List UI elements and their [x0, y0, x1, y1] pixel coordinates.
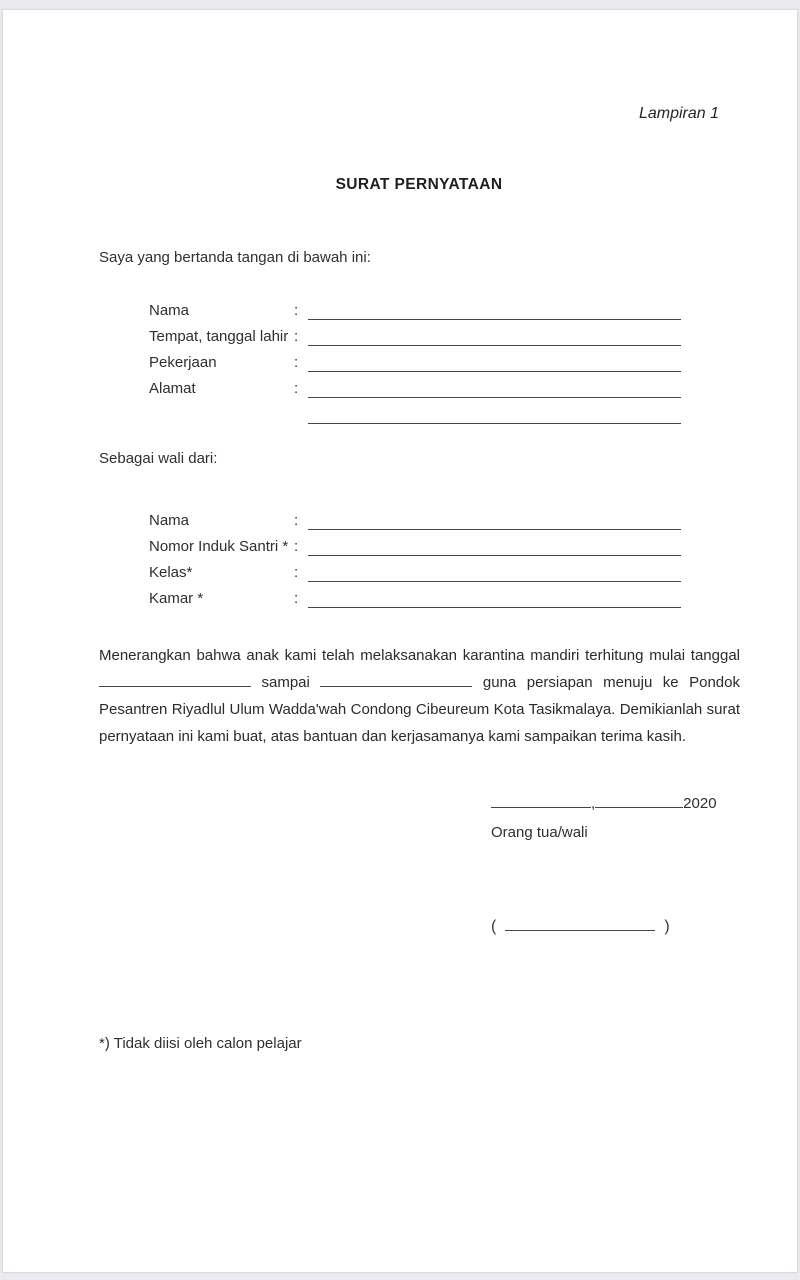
field-label: Nomor Induk Santri *	[149, 538, 289, 555]
field-label: Nama	[149, 302, 190, 319]
fill-in-line	[308, 534, 681, 560]
field-colon: :	[294, 380, 299, 397]
field-colon: :	[294, 354, 299, 371]
statement-part3: guna persiapan menuju ke Pondok Pesantren Riyadlul Ulum Wadda'wah Condong Cibeureum Kota Tasikmalaya. Demikianlah surat pernyataan ini kami buat, atas bantuan dan kerjasamanya kami sampaikan terima kasih.	[99, 674, 740, 745]
date-blank-start	[99, 674, 251, 687]
field-colon: :	[294, 590, 299, 607]
statement-part1: Menerangkan bahwa anak kami telah melaksanakan karantina mandiri terhitung mulai tanggal	[99, 647, 740, 664]
signature-name-line	[491, 912, 670, 940]
date-blank-end	[320, 674, 472, 687]
field-label: Tempat, tanggal lahir	[149, 328, 289, 345]
statement-paragraph	[99, 642, 740, 750]
footnote-text: *) Tidak diisi oleh calon pelajar	[99, 1035, 302, 1052]
field-label: Kelas*	[149, 564, 193, 581]
ward-fields-block	[99, 508, 681, 612]
fill-in-line	[308, 402, 681, 428]
field-row-ward-class	[99, 560, 681, 586]
field-row-ward-name	[99, 508, 681, 534]
signature-date-line	[491, 791, 717, 816]
guardian-section-heading: Sebagai wali dari:	[99, 450, 218, 467]
date-comma: ,	[591, 795, 596, 812]
field-row-ward-room	[99, 586, 681, 612]
document-page	[2, 9, 798, 1273]
field-label: Kamar *	[149, 590, 204, 607]
field-colon: :	[294, 564, 299, 581]
field-label: Pekerjaan	[149, 354, 217, 371]
statement-part2: sampai	[261, 674, 310, 691]
field-colon: :	[294, 538, 299, 555]
fill-in-line	[308, 298, 681, 324]
attachment-label: Lampiran 1	[638, 105, 719, 122]
field-label: Alamat	[149, 380, 196, 397]
fill-in-line	[308, 560, 681, 586]
declarant-fields-block	[99, 298, 681, 428]
field-row-declarant-address	[99, 376, 681, 402]
field-row-address-continuation	[99, 402, 681, 428]
date-year: 2020	[683, 795, 717, 812]
fill-in-line	[308, 324, 681, 350]
fill-in-line	[308, 586, 681, 612]
field-row-ward-student-id	[99, 534, 681, 560]
signer-role-label: Orang tua/wali	[491, 824, 588, 841]
paren-open: (	[491, 918, 497, 935]
document-title: SURAT PERNYATAAN	[335, 176, 503, 193]
field-colon: :	[294, 302, 299, 319]
intro-text: Saya yang bertanda tangan di bawah ini:	[99, 249, 371, 266]
field-row-declarant-occupation	[99, 350, 681, 376]
field-row-declarant-name	[99, 298, 681, 324]
date-blank	[595, 791, 683, 808]
place-blank	[491, 791, 591, 808]
signature-name-blank	[505, 912, 655, 931]
field-colon: :	[294, 512, 299, 529]
fill-in-line	[308, 350, 681, 376]
fill-in-line	[308, 376, 681, 402]
field-colon: :	[294, 328, 299, 345]
paren-close: )	[664, 918, 670, 935]
field-label: Nama	[149, 512, 190, 529]
fill-in-line	[308, 508, 681, 534]
field-row-declarant-birth	[99, 324, 681, 350]
